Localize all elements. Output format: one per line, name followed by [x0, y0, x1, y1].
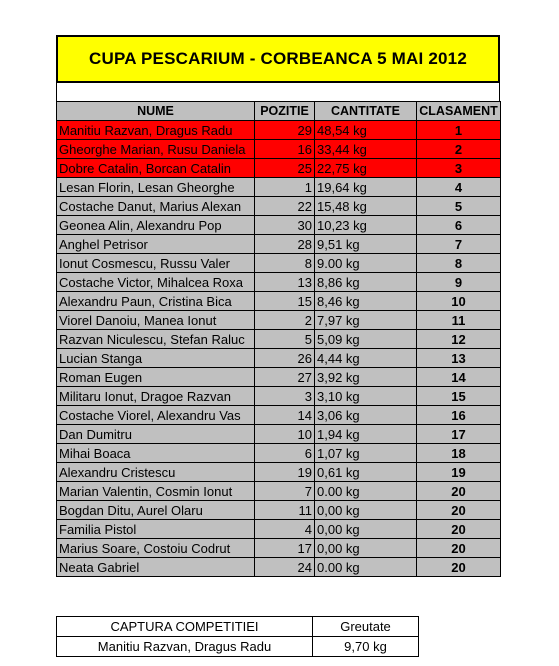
row-position: 1 — [255, 178, 315, 197]
row-name: Anghel Petrisor — [57, 235, 255, 254]
row-rank: 6 — [417, 216, 501, 235]
row-position: 8 — [255, 254, 315, 273]
row-quantity: 1,07 kg — [315, 444, 417, 463]
row-quantity: 8,46 kg — [315, 292, 417, 311]
row-quantity: 9.00 kg — [315, 254, 417, 273]
row-rank: 18 — [417, 444, 501, 463]
row-name: Dobre Catalin, Borcan Catalin — [57, 159, 255, 178]
row-name: Alexandru Cristescu — [57, 463, 255, 482]
row-quantity: 19,64 kg — [315, 178, 417, 197]
row-rank: 10 — [417, 292, 501, 311]
row-name: Costache Victor, Mihalcea Roxa — [57, 273, 255, 292]
row-quantity: 7,97 kg — [315, 311, 417, 330]
capture-weight: 9,70 kg — [313, 637, 419, 657]
row-position: 2 — [255, 311, 315, 330]
row-rank: 7 — [417, 235, 501, 254]
row-quantity: 5,09 kg — [315, 330, 417, 349]
capture-name: Manitiu Razvan, Dragus Radu — [57, 637, 313, 657]
row-name: Razvan Niculescu, Stefan Raluc — [57, 330, 255, 349]
row-position: 4 — [255, 520, 315, 539]
row-quantity: 3,92 kg — [315, 368, 417, 387]
row-quantity: 8,86 kg — [315, 273, 417, 292]
row-quantity: 0,00 kg — [315, 520, 417, 539]
row-rank: 20 — [417, 539, 501, 558]
row-position: 7 — [255, 482, 315, 501]
table-row — [57, 444, 501, 463]
table-row — [57, 121, 501, 140]
row-name: Alexandru Paun, Cristina Bica — [57, 292, 255, 311]
capture-header-row — [57, 617, 419, 637]
row-rank: 9 — [417, 273, 501, 292]
row-name: Viorel Danoiu, Manea Ionut — [57, 311, 255, 330]
row-quantity: 1,94 kg — [315, 425, 417, 444]
row-quantity: 3,10 kg — [315, 387, 417, 406]
row-position: 17 — [255, 539, 315, 558]
row-position: 13 — [255, 273, 315, 292]
row-rank: 14 — [417, 368, 501, 387]
table-row — [57, 197, 501, 216]
row-rank: 19 — [417, 463, 501, 482]
row-name: Militaru Ionut, Dragoe Razvan — [57, 387, 255, 406]
row-position: 5 — [255, 330, 315, 349]
table-row — [57, 235, 501, 254]
table-row — [57, 520, 501, 539]
row-name: Neata Gabriel — [57, 558, 255, 577]
row-quantity: 0,00 kg — [315, 539, 417, 558]
table-row — [57, 558, 501, 577]
table-row — [57, 311, 501, 330]
row-quantity: 0,61 kg — [315, 463, 417, 482]
row-rank: 20 — [417, 482, 501, 501]
table-row — [57, 425, 501, 444]
row-name: Familia Pistol — [57, 520, 255, 539]
row-quantity: 10,23 kg — [315, 216, 417, 235]
row-rank: 2 — [417, 140, 501, 159]
row-rank: 3 — [417, 159, 501, 178]
row-quantity: 22,75 kg — [315, 159, 417, 178]
row-quantity: 33,44 kg — [315, 140, 417, 159]
table-row — [57, 463, 501, 482]
row-rank: 20 — [417, 501, 501, 520]
table-row — [57, 273, 501, 292]
row-quantity: 0,00 kg — [315, 501, 417, 520]
row-position: 29 — [255, 121, 315, 140]
table-row — [57, 159, 501, 178]
row-position: 6 — [255, 444, 315, 463]
row-name: Manitiu Razvan, Dragus Radu — [57, 121, 255, 140]
row-position: 26 — [255, 349, 315, 368]
row-position: 19 — [255, 463, 315, 482]
row-rank: 4 — [417, 178, 501, 197]
row-name: Lesan Florin, Lesan Gheorghe — [57, 178, 255, 197]
row-position: 11 — [255, 501, 315, 520]
row-position: 3 — [255, 387, 315, 406]
capture-row — [57, 637, 419, 657]
header-quantity: CANTITATE — [315, 102, 417, 121]
table-row — [57, 406, 501, 425]
row-quantity: 0.00 kg — [315, 558, 417, 577]
row-quantity: 0.00 kg — [315, 482, 417, 501]
table-row — [57, 349, 501, 368]
table-row — [57, 387, 501, 406]
row-name: Mihai Boaca — [57, 444, 255, 463]
row-position: 10 — [255, 425, 315, 444]
row-rank: 17 — [417, 425, 501, 444]
row-name: Ionut Cosmescu, Russu Valer — [57, 254, 255, 273]
row-rank: 20 — [417, 520, 501, 539]
table-row — [57, 178, 501, 197]
row-position: 14 — [255, 406, 315, 425]
row-quantity: 3,06 kg — [315, 406, 417, 425]
row-rank: 1 — [417, 121, 501, 140]
spacer-row — [56, 83, 500, 101]
results-table — [56, 101, 501, 577]
row-rank: 13 — [417, 349, 501, 368]
row-position: 28 — [255, 235, 315, 254]
header-rank: CLASAMENT — [417, 102, 501, 121]
row-rank: 15 — [417, 387, 501, 406]
row-position: 24 — [255, 558, 315, 577]
row-quantity: 48,54 kg — [315, 121, 417, 140]
row-rank: 8 — [417, 254, 501, 273]
table-row — [57, 482, 501, 501]
row-name: Marius Soare, Costoiu Codrut — [57, 539, 255, 558]
row-rank: 5 — [417, 197, 501, 216]
table-row — [57, 330, 501, 349]
row-rank: 16 — [417, 406, 501, 425]
row-position: 15 — [255, 292, 315, 311]
row-rank: 12 — [417, 330, 501, 349]
row-position: 25 — [255, 159, 315, 178]
table-row — [57, 539, 501, 558]
row-position: 30 — [255, 216, 315, 235]
row-position: 27 — [255, 368, 315, 387]
row-name: Costache Viorel, Alexandru Vas — [57, 406, 255, 425]
row-name: Dan Dumitru — [57, 425, 255, 444]
page-title: CUPA PESCARIUM - CORBEANCA 5 MAI 2012 — [56, 35, 500, 83]
row-rank: 11 — [417, 311, 501, 330]
row-quantity: 9,51 kg — [315, 235, 417, 254]
row-name: Lucian Stanga — [57, 349, 255, 368]
results-header-row — [57, 102, 501, 121]
row-name: Marian Valentin, Cosmin Ionut — [57, 482, 255, 501]
row-position: 16 — [255, 140, 315, 159]
table-row — [57, 501, 501, 520]
row-position: 22 — [255, 197, 315, 216]
capture-table — [56, 616, 419, 657]
row-quantity: 4,44 kg — [315, 349, 417, 368]
row-name: Costache Danut, Marius Alexan — [57, 197, 255, 216]
row-name: Geonea Alin, Alexandru Pop — [57, 216, 255, 235]
table-row — [57, 140, 501, 159]
row-rank: 20 — [417, 558, 501, 577]
row-name: Bogdan Ditu, Aurel Olaru — [57, 501, 255, 520]
capture-header-weight: Greutate — [313, 617, 419, 637]
row-name: Gheorghe Marian, Rusu Daniela — [57, 140, 255, 159]
table-row — [57, 368, 501, 387]
row-name: Roman Eugen — [57, 368, 255, 387]
header-name: NUME — [57, 102, 255, 121]
table-row — [57, 292, 501, 311]
capture-header-label: CAPTURA COMPETITIEI — [57, 617, 313, 637]
table-row — [57, 254, 501, 273]
header-position: POZITIE — [255, 102, 315, 121]
table-row — [57, 216, 501, 235]
row-quantity: 15,48 kg — [315, 197, 417, 216]
